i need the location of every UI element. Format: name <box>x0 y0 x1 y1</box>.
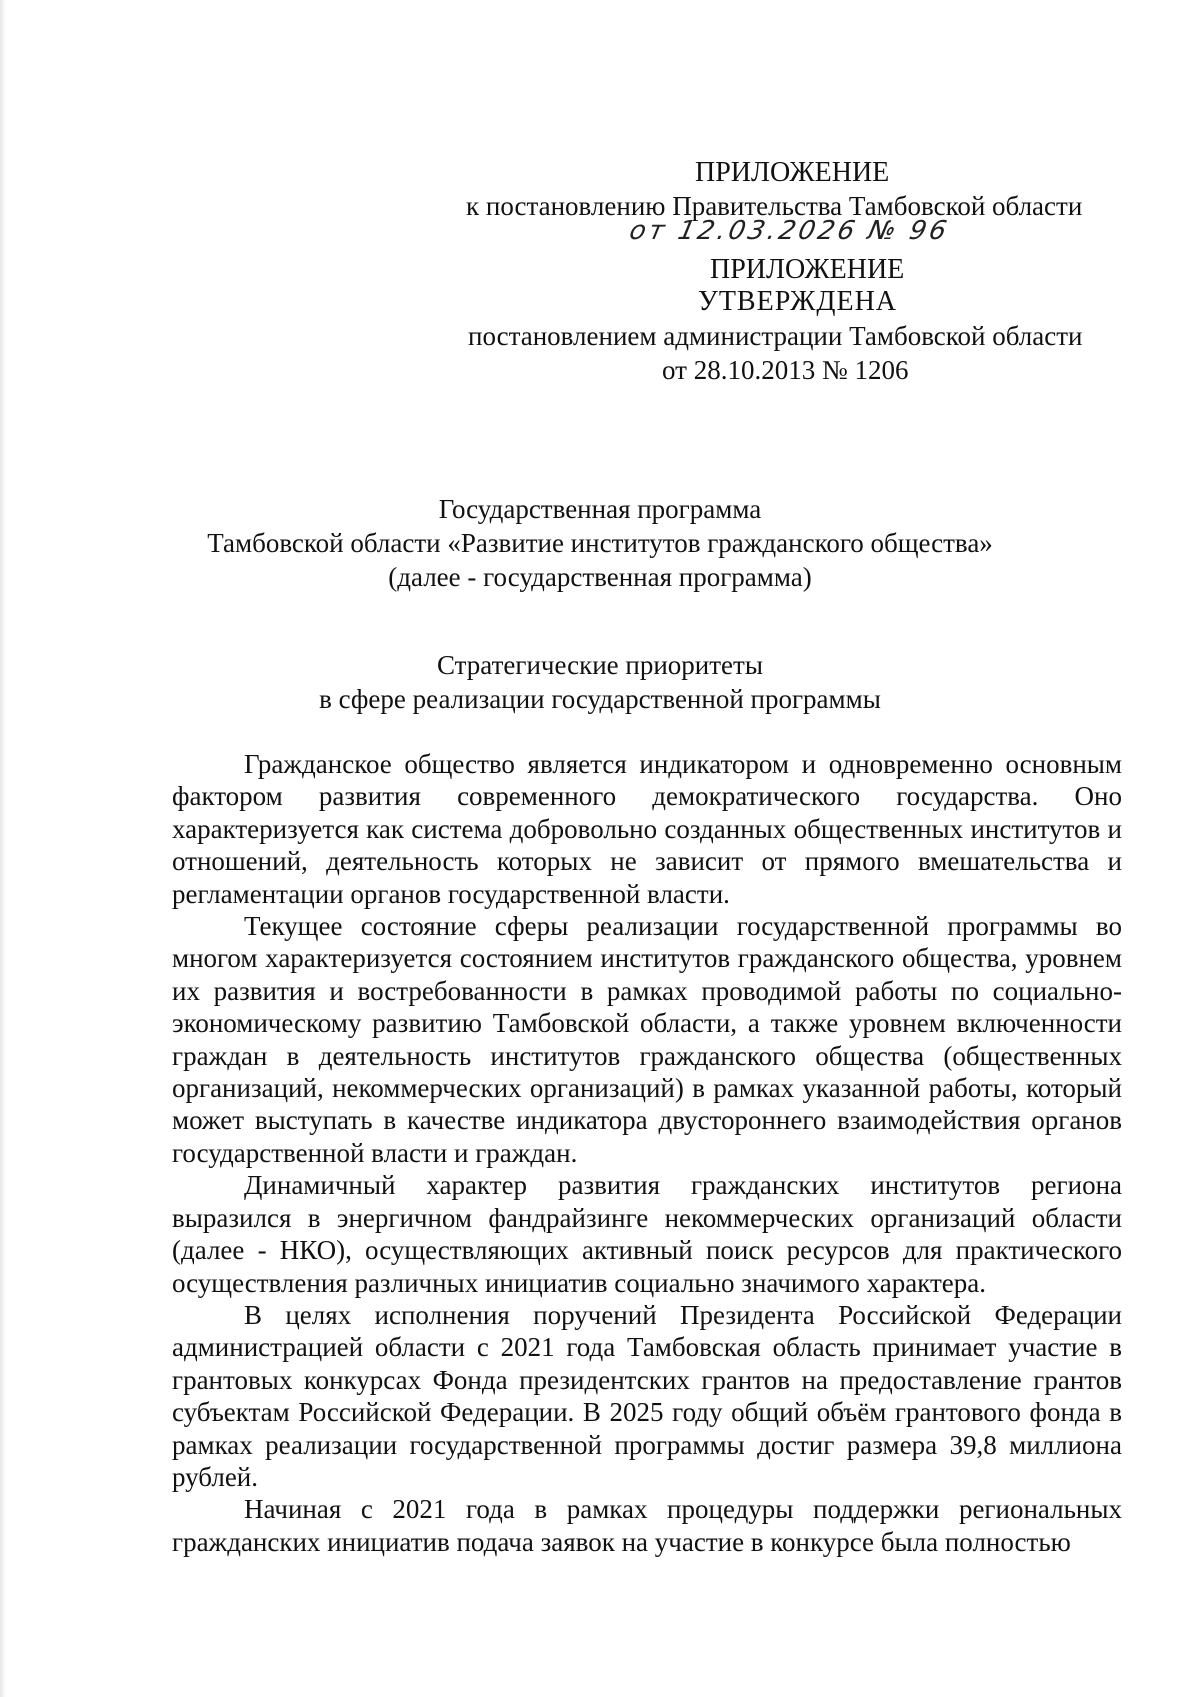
body-text <box>172 748 1122 1558</box>
scan-edge-artifact <box>0 0 6 1697</box>
paragraph: Начиная с 2021 года в рамках процедуры поддержки региональных гражданских инициатив подача заявок на участие в конкурсе была полностью <box>172 1494 1122 1557</box>
program-title-line: (далее - государственная программа) <box>388 562 812 592</box>
section-title <box>160 648 1040 716</box>
section-title-line: в сфере реализации государственной программы <box>319 684 881 714</box>
section-title-line: Стратегические приоритеты <box>437 650 763 680</box>
approved-heading: УТВЕРЖДЕНА <box>698 286 898 317</box>
paragraph: Гражданское общество является индикатором и одновременно основным фактором развития современного демократического государства. Оно характеризуется как система добровольно созданных общественных институтов и отношений, деятельность которых не зависит от прямого вмешательства и регламентации органов государственной власти. <box>172 749 1122 909</box>
paragraph: Динамичный характер развития гражданских институтов региона выразился в энергичном фандрайзинге некоммерческих организаций области (далее - НКО), осуществляющих активный поиск ресурсов для практического осуществления различных инициатив социально значимого характера. <box>172 1170 1122 1298</box>
program-title-line: Тамбовской области «Развитие институтов гражданского общества» <box>207 528 993 558</box>
program-title <box>160 492 1040 594</box>
paragraph: В целях исполнения поручений Президента Российской Федерации администрацией области с 2021 года Тамбовская область принимает участие в грантовых конкурсах Фонда президентских грантов на предоставление грантов субъектам Российской Федерации. В 2025 году общий объём грантового фонда в рамках реализации государственной программы достиг размера 39,8 миллиона рублей. <box>172 1299 1122 1492</box>
appendix-heading-2: ПРИЛОЖЕНИЕ <box>710 254 905 285</box>
appendix-heading-1: ПРИЛОЖЕНИЕ <box>695 157 890 188</box>
paragraph: Текущее состояние сферы реализации государственной программы во многом характеризуется состоянием институтов гражданского общества, уровнем их развития и востребованности в рамках проводимой работы по социально-экономическому развитию Тамбовской области, а также уровнем включенности граждан в деятельность институтов гражданского общества (общественных организаций, некоммерческих организаций) в рамках указанной работы, который может выступать в качестве индикатора двустороннего взаимодействия органов государственной власти и граждан. <box>172 911 1122 1168</box>
handwritten-date-number: от 12.03.2026 № 96 <box>626 216 953 246</box>
resolution-date-number: от 28.10.2013 № 1206 <box>662 355 909 385</box>
by-resolution-line: постановлением администрации Тамбовской области <box>468 321 1083 351</box>
to-resolution-line: к постановлению Правительства Тамбовской области <box>466 191 1083 221</box>
program-title-line: Государственная программа <box>438 494 762 524</box>
